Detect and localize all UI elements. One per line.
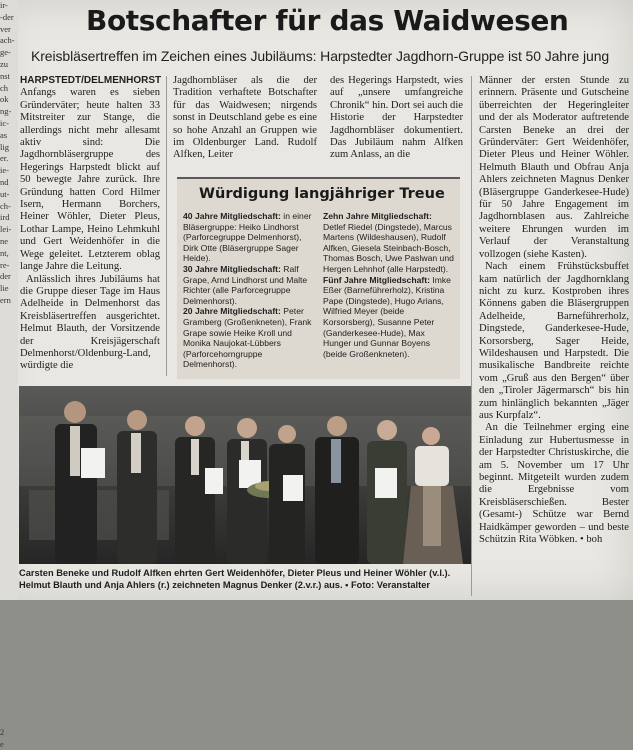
honors-entry-heading: Fünf Jahre Mitgliedschaft: — [323, 274, 430, 285]
strip-line: ern — [0, 294, 11, 305]
photo-caption: Carsten Beneke und Rudolf Alfken ehrten Gert Weidenhöfer, Dieter Pleus und Heiner Wöhler (v.l.). Helmut Blauth und Anja Ahlers (r.) zeichneten Magnus Denker (2.v.r.) aus. • Foto: Veranstalter — [19, 568, 451, 590]
honors-box-right-column — [323, 211, 455, 359]
article-headline: Botschafter für das Waidwesen — [86, 4, 569, 37]
strip-line: e — [0, 738, 4, 749]
column-2-text: Jagdhornbläser als die der Tradition verhaftete Botschafter für das Waidwesen; nirgends sonst in Deutschland gebe es eine so hohe Anzahl an Gruppen wie im Oldenburger Land. Rudolf Alfken, Leiter — [173, 75, 317, 161]
strip-line: ut- — [0, 188, 10, 199]
group-photo — [19, 386, 471, 564]
strip-line: re- — [0, 259, 10, 270]
column-4-paragraph-1: Männer der ersten Stunde zu erinnern. Präsente und Gutscheine überreichten der Hegeringleiter und der als Moderator auftretende Carsten Beneke an drei der Gründerväter: Gert Weidenhöfer, Dieter Pleus und Heiner Wöhler. Helmuth Blauth und Obfrau Anja Ahlers zeichneten Magnus Denker (Bläsergruppe Ganderkesee-Hude) für 50 Jahre Engagement im Jagdhornblasen aus. Zahlreiche weitere Ehrungen wurden im Verlauf der Veranstaltung vollzogen (siehe Kasten). — [479, 75, 629, 260]
column-divider — [471, 76, 472, 596]
honors-entry-names: in einer Bläsergruppe: Heiko Lindhorst (Parforcegruppe Delmenhorst), Dirk Otte (Bläsergruppe Sager Heide). — [183, 211, 312, 264]
strip-line: -der — [0, 11, 14, 22]
column-divider — [166, 76, 167, 376]
honors-entry-names: Detlef Riedel (Dingstede), Marcus Martens (Wildeshausen), Rudolf Alfken, Giesela Steinbach-Bosch, Thomas Bosch, Uwe Paslwan und Hergen Lehnhof (alle Harpstedt). — [323, 221, 454, 274]
article-column-3 — [330, 75, 463, 170]
strip-line: ne — [0, 235, 9, 246]
strip-line: ch — [0, 82, 9, 93]
strip-line: ge- — [0, 47, 11, 58]
strip-line: ver — [0, 23, 11, 34]
strip-line: ir- — [0, 0, 8, 10]
honors-entry-heading: 30 Jahre Mitgliedschaft: — [183, 263, 281, 274]
column-4-paragraph-2: Nach einem Frühstücksbuffet kam natürlich der Jagdhornklang nicht zu kurz. Kostproben ihres Könnens gaben die Bläsergruppen Adelheide, Barneführerholz, Dingstede, Ganderkesee-Hude, Korsorsberg, Sager Heide, Wildeshausen und Harpstedt. Die musikalische Bandbreite reichte vom „Gruß aus den Bergen“ über den „Tiroler Jägermarsch“ bis hin zum hinlänglich bekannten „Jäger aus Kurpfalz“. — [479, 261, 629, 421]
article-column-4 — [479, 75, 629, 595]
strip-line: zu — [0, 58, 9, 69]
adjacent-article-top — [0, 0, 18, 307]
strip-line: ch- — [0, 200, 11, 211]
adjacent-article-bottom — [0, 727, 18, 750]
strip-line: lig — [0, 141, 9, 152]
column-4-paragraph-3: An die Teilnehmer erging eine Einladung zur Hubertusmesse in der Harpstedter Christuskirche, die am 5. November um 17 Uhr beginnt. Mitgeteilt wurden zudem die Ergebnisse vom Kreisbläserschießen. Bester (Gesamt-) Schütze war Bernd Haidkämper geworden – und beste Schützin Rita Wöbken. • boh — [479, 422, 629, 546]
strip-line: ng- — [0, 106, 12, 117]
honors-entry-heading: Zehn Jahre Mitgliedschaft: — [323, 211, 432, 221]
strip-line: lie — [0, 283, 9, 294]
strip-line: nt, — [0, 247, 9, 258]
honors-entry — [183, 211, 315, 264]
article-column-2 — [173, 75, 317, 170]
strip-line: lei- — [0, 224, 12, 235]
honors-entry — [183, 306, 315, 370]
strip-line: ok — [0, 94, 9, 105]
strip-line: nd — [0, 176, 9, 187]
honors-box-left-column — [183, 211, 315, 370]
honors-info-box — [177, 177, 460, 379]
strip-line: as — [0, 129, 8, 140]
dateline: HARPSTEDT/DELMENHORST — [20, 75, 162, 86]
honors-entry — [183, 264, 315, 306]
honors-entry-names: Imke Eßer (Barneführerholz), Kristina Pape (Dingstede), Hugo Arians, Wilfried Meyer (beide Korsorsberg), Susanne Peter (Ganderkesee-Hude), Max Hunger und Gunnar Boyens (beide Großenkneten). — [323, 274, 451, 359]
strip-line: der — [0, 271, 11, 282]
strip-line: ic- — [0, 117, 9, 128]
strip-line: er. — [0, 153, 9, 164]
column-1-paragraph-1: Anfangs waren es sieben Gründerväter; heute halten 33 Mitstreiter zur Stange, die allerdings nicht mehr allesamt aktiv sind: Die Jagdhornbläsergruppe des Hegerings Harpstedt blickt auf 50 bewegte Jahre zurück. Ihre Gründung hatten Cord Hilmer Isern, Hermann Borchers, Heiner Wöhler, Dieter Pleus, Lothar Lampe, Heino Lehmkuhl und Gert Weidenhöfer in die Wege geleitet. Letzterem oblag lange Jahre die Leitung. — [20, 87, 160, 273]
honors-entry-heading: 20 Jahre Mitgliedschaft: — [183, 306, 281, 317]
honors-entry — [323, 211, 455, 275]
column-1-paragraph-2: Anlässlich ihres Jubiläums hat die Gruppe dieser Tage im Haus Adelheide in Delmenhorst das Kreisbläsertreffen ausgerichtet. Helmut Blauth, der Vorsitzende der Kreisjägerschaft Delmenhorst/Oldenburg-Land, würdigte die — [20, 273, 160, 372]
article-column-1 — [20, 75, 160, 380]
honors-entry — [323, 275, 455, 360]
adjacent-article-strip — [0, 0, 18, 749]
strip-line: 2 — [0, 726, 5, 737]
honors-box-title: Würdigung langjähriger Treue — [199, 186, 445, 202]
strip-line: ie- — [0, 165, 9, 176]
honors-entry-heading: 40 Jahre Mitgliedschaft: — [183, 211, 281, 221]
strip-line: ird — [0, 212, 10, 223]
strip-line: nst — [0, 70, 10, 81]
strip-line: ach- — [0, 35, 15, 46]
article-subheadline: Kreisbläsertreffen im Zeichen eines Jubiläums: Harpstedter Jagdhorn-Gruppe ist 50 Jahre jung — [31, 48, 610, 64]
column-3-text: des Hegerings Harpstedt, wies auf „unsere umfangreiche Chronik“ hin. Dort sei auch die Historie der Harpstedter Jagdhornbläser dokumentiert. Das Jubiläum nahm Alfken zum Anlass, an die — [330, 75, 463, 161]
honors-entry-names: Ralf Grape, Arnd Lindhorst und Malte Richter (alle Parforcegruppe Delmenhorst). — [183, 263, 308, 306]
honors-entry-names: Peter Gramberg (Großenkneten), Frank Grape sowie Heike Kroll und Monika Naujokat-Lübbers (Parforcehorngruppe Delmenhorst). — [183, 306, 312, 370]
